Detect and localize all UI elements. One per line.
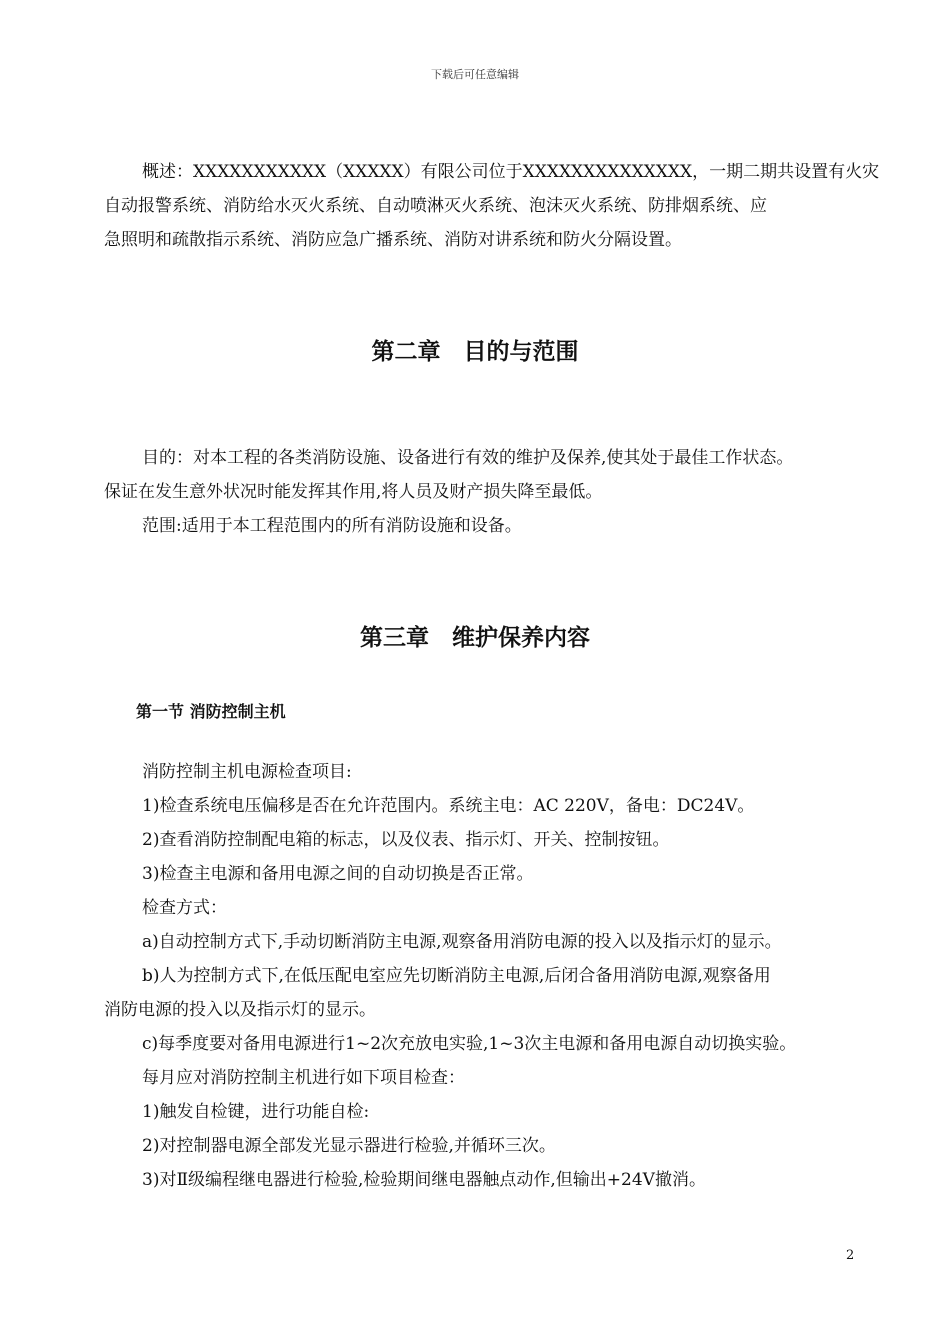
- purpose-paragraph: [104, 441, 864, 543]
- maintenance-body: [104, 755, 864, 1197]
- body-line: b)人为控制方式下,在低压配电室应先切断消防主电源,后闭合备用消防电源,观察备用: [142, 966, 771, 986]
- overview-paragraph: [104, 155, 880, 257]
- body-line: 检查方式：: [142, 898, 227, 918]
- purpose-line: 保证在发生意外状况时能发挥其作用,将人员及财产损失降至最低。: [104, 482, 603, 502]
- body-line: a)自动控制方式下,手动切断消防主电源,观察备用消防电源的投入以及指示灯的显示。: [142, 932, 782, 952]
- section-1-title: 第一节 消防控制主机: [136, 702, 286, 721]
- body-line: 2)查看消防控制配电箱的标志，以及仪表、指示灯、开关、控制按钮。: [142, 830, 670, 850]
- body-line: 3)对Ⅱ级编程继电器进行检验,检验期间继电器触点动作,但输出+24V撤消。: [142, 1170, 706, 1190]
- scope-line: 范围:适用于本工程范围内的所有消防设施和设备。: [142, 516, 522, 536]
- body-line: 消防控制主机电源检查项目:: [142, 762, 352, 782]
- page-header: 下载后可任意编辑: [431, 68, 519, 81]
- body-line: 1)检查系统电压偏移是否在允许范围内。系统主电：AC 220V，备电：DC24V。: [142, 796, 755, 816]
- body-line: 每月应对消防控制主机进行如下项目检查：: [142, 1068, 465, 1088]
- chapter-2-title: 第二章 目的与范围: [371, 339, 579, 365]
- overview-line: 急照明和疏散指示系统、消防应急广播系统、消防对讲系统和防火分隔设置。: [104, 230, 682, 250]
- overview-line: 自动报警系统、消防给水灭火系统、自动喷淋灭火系统、泡沫灭火系统、防排烟系统、应: [104, 196, 767, 216]
- body-line: 2)对控制器电源全部发光显示器进行检验,并循环三次。: [142, 1136, 556, 1156]
- overview-line: 概述：XXXXXXXXXXX（XXXXX）有限公司位于XXXXXXXXXXXXXX，一期二期共设置有火灾: [142, 162, 880, 182]
- body-line: 3)检查主电源和备用电源之间的自动切换是否正常。: [142, 864, 534, 884]
- page-number: 2: [846, 1248, 855, 1263]
- body-line: 消防电源的投入以及指示灯的显示。: [104, 1000, 376, 1020]
- body-line: 1)触发自检键，进行功能自检:: [142, 1102, 370, 1122]
- chapter-3-title: 第三章 维护保养内容: [360, 625, 590, 651]
- body-line: c)每季度要对备用电源进行1~2次充放电实验,1~3次主电源和备用电源自动切换实验。: [142, 1034, 797, 1054]
- purpose-line: 目的：对本工程的各类消防设施、设备进行有效的维护及保养,使其处于最佳工作状态。: [142, 448, 794, 468]
